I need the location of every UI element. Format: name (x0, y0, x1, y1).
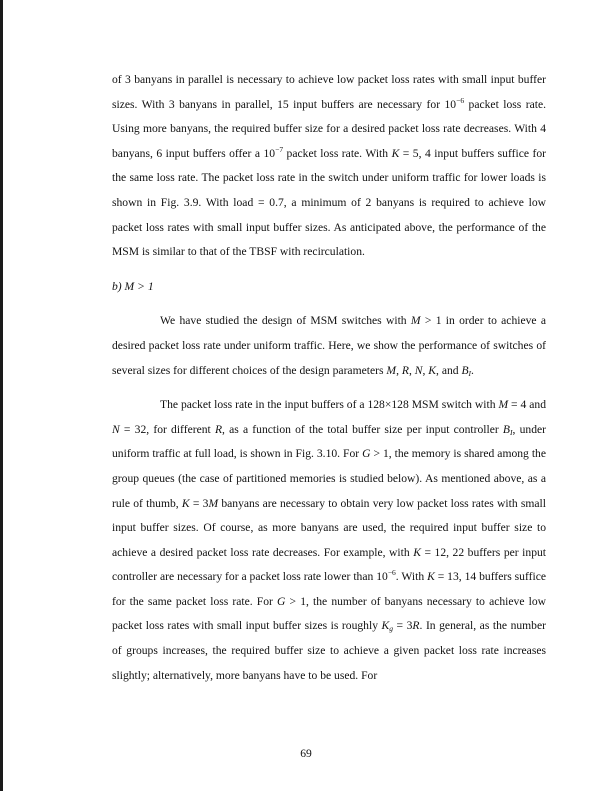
page-number: 69 (300, 747, 312, 760)
spacer (112, 265, 546, 275)
page-body (112, 68, 546, 688)
scan-edge (0, 0, 3, 791)
spacer (112, 299, 546, 309)
paragraph-2: We have studied the design of MSM switches with M > 1 in order to achieve a desired packet loss rate under uniform traffic. Here, we show the performance of switches of several sizes for different choices of the design parameters M, R, N, K, and $B_I$. (112, 314, 546, 378)
paragraph-1: of 3 banyans in parallel is necessary to achieve low packet loss rates with small input buffer sizes. With 3 banyans in parallel, 15 input buffers are necessary for $10^{-6}$ packet loss rate. Using more banyans, the required buffer size for a desired packet loss rate decreases. With 4 banyans, 6 input buffers offer a $10^{-7}$ packet loss rate. With K = 5, 4 input buffers suffice for the same loss rate. The packet loss rate in the switch under uniform traffic for lower loads is shown in Fig. 3.9. With load = 0.7, a minimum of 2 banyans is required to achieve low packet loss rates with small input buffer sizes. As anticipated above, the performance of the MSM is similar to that of the TBSF with recirculation. (112, 73, 546, 259)
section-heading: b) M > 1 (112, 279, 154, 293)
paragraph-3: The packet loss rate in the input buffers of a 128×128 MSM switch with M = 4 and N = 32, for different R, as a function of the total buffer size per input controller $B_I$, under uniform traffic at full load, is shown in Fig. 3.10. For G > 1, the memory is shared among the group queues (the case of partitioned memories is studied below). As mentioned above, as a rule of thumb, K = 3M banyans are necessary to obtain very low packet loss rates with small input buffer sizes. Of course, as more banyans are used, the required input buffer size to achieve a desired packet loss rate decreases. For example, with K = 12, 22 buffers per input controller are necessary for a packet loss rate lower than $10^{-6}$. With K = 13, 14 buffers suffice for the same packet loss rate. For G > 1, the number of banyans necessary to achieve low packet loss rates with small input buffer sizes is roughly $K_g = 3R$. In general, as the number of groups increases, the required buffer size to achieve a given packet loss rate increases slightly; alternatively, more banyans have to be used. For (112, 398, 547, 682)
spacer (112, 383, 546, 393)
